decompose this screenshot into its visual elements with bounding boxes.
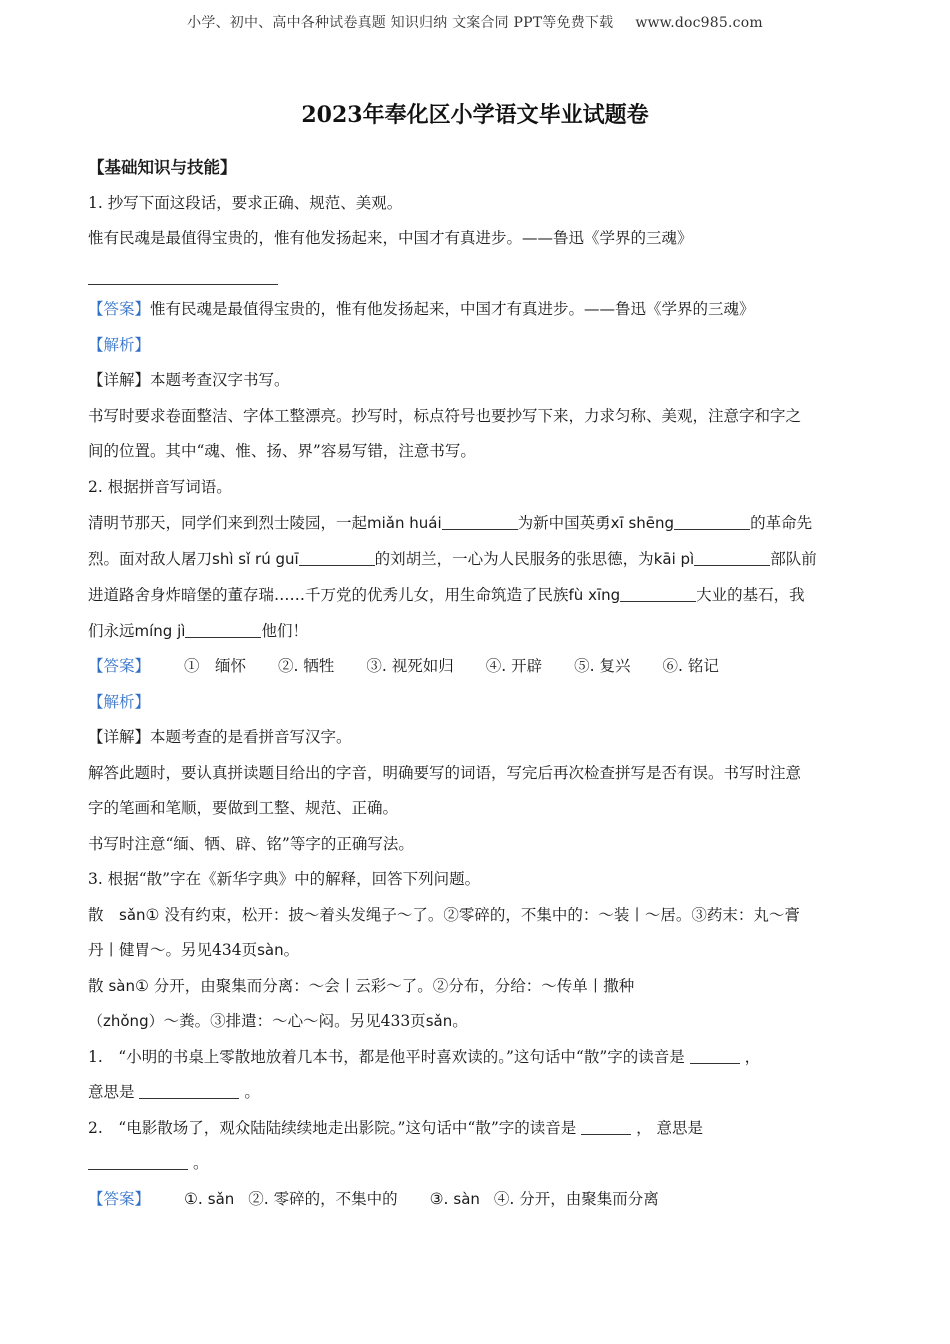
q2-prompt: 2. 根据拼音写词语。 [88, 477, 232, 496]
q3-text: 。 [244, 1083, 260, 1101]
q3-def1-line1 [88, 898, 866, 934]
q3-text: 。 [452, 1012, 468, 1030]
blank [694, 549, 770, 566]
q2-line-1 [88, 505, 866, 541]
q3-answer-item: ④. 分开，由聚集而分离 [493, 1189, 659, 1208]
q3-text: ， 意思是 [636, 1118, 704, 1137]
q2-text: 为新中国英勇 [517, 514, 611, 532]
pinyin: sǎn [207, 1189, 235, 1208]
q2-text: 的革命先 [750, 514, 813, 532]
q2-answer-item: ③. 视死如归 [366, 657, 454, 675]
document-body [88, 150, 866, 1217]
q2-explain-3: 书写时注意“缅、牺、辟、铭”等字的正确写法。 [88, 834, 414, 853]
q2-line-2 [88, 541, 866, 577]
q3-text: 散 [88, 905, 120, 924]
q1-detail [88, 363, 866, 399]
q2-answer-item: ④. 开辟 [485, 657, 543, 675]
q3-text: 丹丨健胃～。另见434页 [88, 941, 258, 959]
q1-detail-text: 本题考查汉字书写。 [150, 371, 290, 389]
q2-answer-item: ⑥. 铭记 [662, 657, 719, 675]
q3-answer-item [184, 1182, 234, 1218]
q1-prompt: 1. 抄写下面这段话，要求正确、规范、美观。 [88, 193, 403, 212]
pinyin: míng jì [134, 622, 186, 640]
q3-text: ① 没有约束，松开：披～着头发绳子～了。②零碎的，不集中的：～装丨～居。③药末：丸～膏 [145, 905, 800, 924]
q3-text: ～粪。③排遣：～心～闷。另见433页 [163, 1012, 426, 1030]
q2-answer-item: ① 缅怀 [184, 657, 247, 675]
q2-text: 大业的基石，我 [696, 586, 805, 604]
section-heading: 【基础知识与技能】 [88, 158, 237, 177]
q2-line-4 [88, 613, 866, 649]
pinyin: sǎn [425, 1012, 453, 1030]
analysis-tag: 【解析】 [88, 692, 151, 711]
q2-explain-2: 字的笔画和笔顺，要做到工整、规范、正确。 [88, 799, 399, 817]
answer-tag: 【答案】 [88, 1189, 151, 1208]
q3-text: ① 分开，由聚集而分离：～会丨云彩～了。②分布，分给：～传单丨撒种 [134, 976, 635, 995]
q2-text: 的刘胡兰，一心为人民服务的张思德，为 [374, 550, 654, 568]
q2-text: 进道路舍身炸暗堡的董存瑞……千万党的优秀儿女，用生命筑造了民族 [88, 586, 569, 604]
pinyin: xī shēng [610, 514, 675, 532]
q3-prompt: 3. 根据“散”字在《新华字典》中的解释，回答下列问题。 [88, 870, 481, 888]
q2-text: 他们！ [261, 622, 308, 640]
blank [620, 585, 696, 602]
page-header [0, 12, 950, 32]
q2-detail-text: 本题考查的是看拼音写汉字。 [150, 728, 352, 746]
q3-answer-item [430, 1182, 480, 1218]
header-url[interactable]: www.doc985.com [635, 15, 763, 31]
q1-answer [88, 292, 866, 328]
q2-answer [88, 649, 866, 685]
q3-def2-line2 [88, 1004, 866, 1040]
q3-text: 。 [283, 941, 300, 959]
q3-text: ③. [429, 1189, 454, 1208]
blank [690, 1047, 740, 1064]
blank [299, 549, 375, 566]
q3-sub1-line1 [88, 1040, 866, 1076]
pinyin: miǎn huái [367, 514, 442, 532]
q3-sub1-line2 [88, 1075, 866, 1111]
analysis-tag: 【解析】 [88, 335, 151, 354]
pinyin: （zhǒng） [88, 1012, 164, 1030]
q3-sub2-line1 [88, 1111, 866, 1147]
q2-answer-item: ②. 牺牲 [278, 657, 335, 675]
q3-text: 散 [88, 976, 104, 995]
q2-text: 烈。面对敌人屠刀 [88, 550, 213, 568]
q1-answer-text: 惟有民魂是最值得宝贵的，惟有他发扬起来，中国才有真进步。——鲁迅《学界的三魂》 [150, 300, 755, 318]
q2-line-3 [88, 577, 866, 613]
q3-text: 意思是 [88, 1083, 135, 1101]
q3-answer-item: ②. 零碎的，不集中的 [248, 1189, 398, 1208]
pinyin: sàn [257, 941, 284, 959]
pinyin: fù xīng [568, 586, 621, 604]
blank [442, 513, 518, 530]
blank [185, 621, 261, 638]
answer-tag: 【答案】 [88, 300, 151, 318]
q3-text: ， [744, 1047, 761, 1066]
q3-def1-line2 [88, 933, 866, 969]
pinyin: sàn [453, 1189, 480, 1208]
q2-detail [88, 720, 866, 756]
q3-def2-line1 [88, 969, 866, 1005]
page-title: 2023年奉化区小学语文毕业试题卷 [301, 102, 649, 128]
q3-text: 1. “小明的书桌上零散地放着几本书，都是他平时喜欢读的。”这句话中“散”字的读音是 [88, 1047, 685, 1066]
q3-text: 2. “电影散场了，观众陆陆续续地走出影院。”这句话中“散”字的读音是 [88, 1118, 577, 1137]
pinyin: sǎn [119, 905, 146, 924]
answer-tag: 【答案】 [88, 657, 151, 675]
blank [581, 1118, 631, 1135]
q2-text: 们永远 [88, 622, 135, 640]
q1-explain-2: 间的位置。其中“魂、惟、扬、界”容易写错，注意书写。 [88, 442, 476, 460]
q3-text: ①. [184, 1189, 208, 1208]
q2-text: 部队前 [770, 550, 817, 568]
q2-answer-item: ⑤. 复兴 [574, 657, 631, 675]
pinyin: kāi pì [653, 550, 695, 568]
pinyin: sàn [108, 976, 135, 995]
q1-answer-line [88, 257, 866, 293]
q3-answer [88, 1182, 866, 1218]
header-text: 小学、初中、高中各种试卷真题 知识归纳 文案合同 PPT等免费下载 [187, 15, 614, 31]
blank [139, 1082, 239, 1099]
q3-text: 。 [192, 1154, 209, 1172]
blank [88, 1153, 188, 1170]
q1-passage: 惟有民魂是最值得宝贵的，惟有他发扬起来，中国才有真进步。——鲁迅《学界的三魂》 [88, 229, 693, 247]
blank [674, 513, 750, 530]
q2-explain-1: 解答此题时，要认真拼读题目给出的字音，明确要写的词语，写完后再次检查拼写是否有误。书写时注意 [88, 763, 802, 782]
detail-tag: 【详解】 [88, 728, 151, 746]
q1-explain-1: 书写时要求卷面整洁、字体工整漂亮。抄写时，标点符号也要抄写下来，力求匀称、美观，注意字和字之 [88, 406, 802, 425]
q3-sub2-line2 [88, 1146, 866, 1182]
detail-tag: 【详解】 [88, 371, 151, 389]
pinyin: shì sǐ rú guī [212, 550, 299, 568]
q1-blank [88, 264, 278, 285]
q2-text: 清明节那天，同学们来到烈士陵园，一起 [88, 514, 368, 532]
